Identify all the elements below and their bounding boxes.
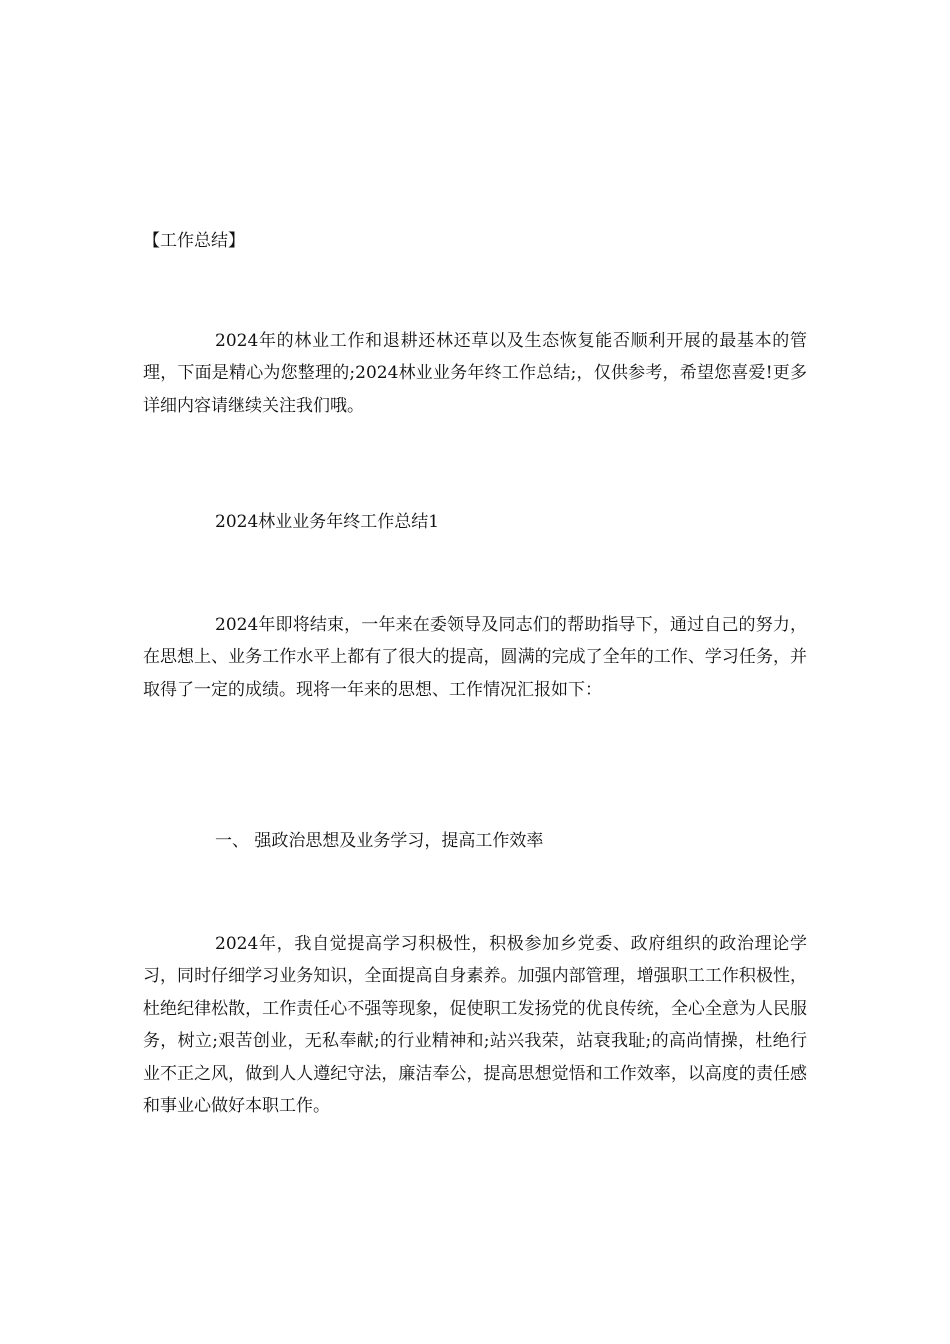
intro-paragraph: 2024年的林业工作和退耕还林还草以及生态恢复能否顺利开展的最基本的管理，下面是精心为您整理的;2024林业业务年终工作总结;，仅供参考，希望您喜爱!更多详细内容请继续关注我们哦。	[143, 331, 807, 416]
body-paragraph-1: 2024年即将结束，一年来在委领导及同志们的帮助指导下，通过自己的努力，在思想上、业务工作水平上都有了很大的提高，圆满的完成了全年的工作、学习任务，并取得了一定的成绩。现将一年来的思想、工作情况汇报如下：	[143, 615, 807, 700]
article-title: 2024林业业务年终工作总结1	[215, 512, 440, 532]
section-heading-1: 一、 强政治思想及业务学习，提高工作效率	[215, 831, 544, 851]
section-label: 【工作总结】	[143, 231, 245, 251]
body-paragraph-2: 2024年，我自觉提高学习积极性，积极参加乡党委、政府组织的政治理论学习，同时仔细学习业务知识，全面提高自身素养。加强内部管理，增强职工工作积极性，杜绝纪律松散，工作责任心不强等现象，促使职工发扬党的优良传统，全心全意为人民服务，树立;艰苦创业，无私奉献;的行业精神和;站兴我荣，站衰我耻;的高尚情操，杜绝行业不正之风，做到人人遵纪守法，廉洁奉公，提高思想觉悟和工作效率，以高度的责任感和事业心做好本职工作。	[143, 934, 807, 1117]
